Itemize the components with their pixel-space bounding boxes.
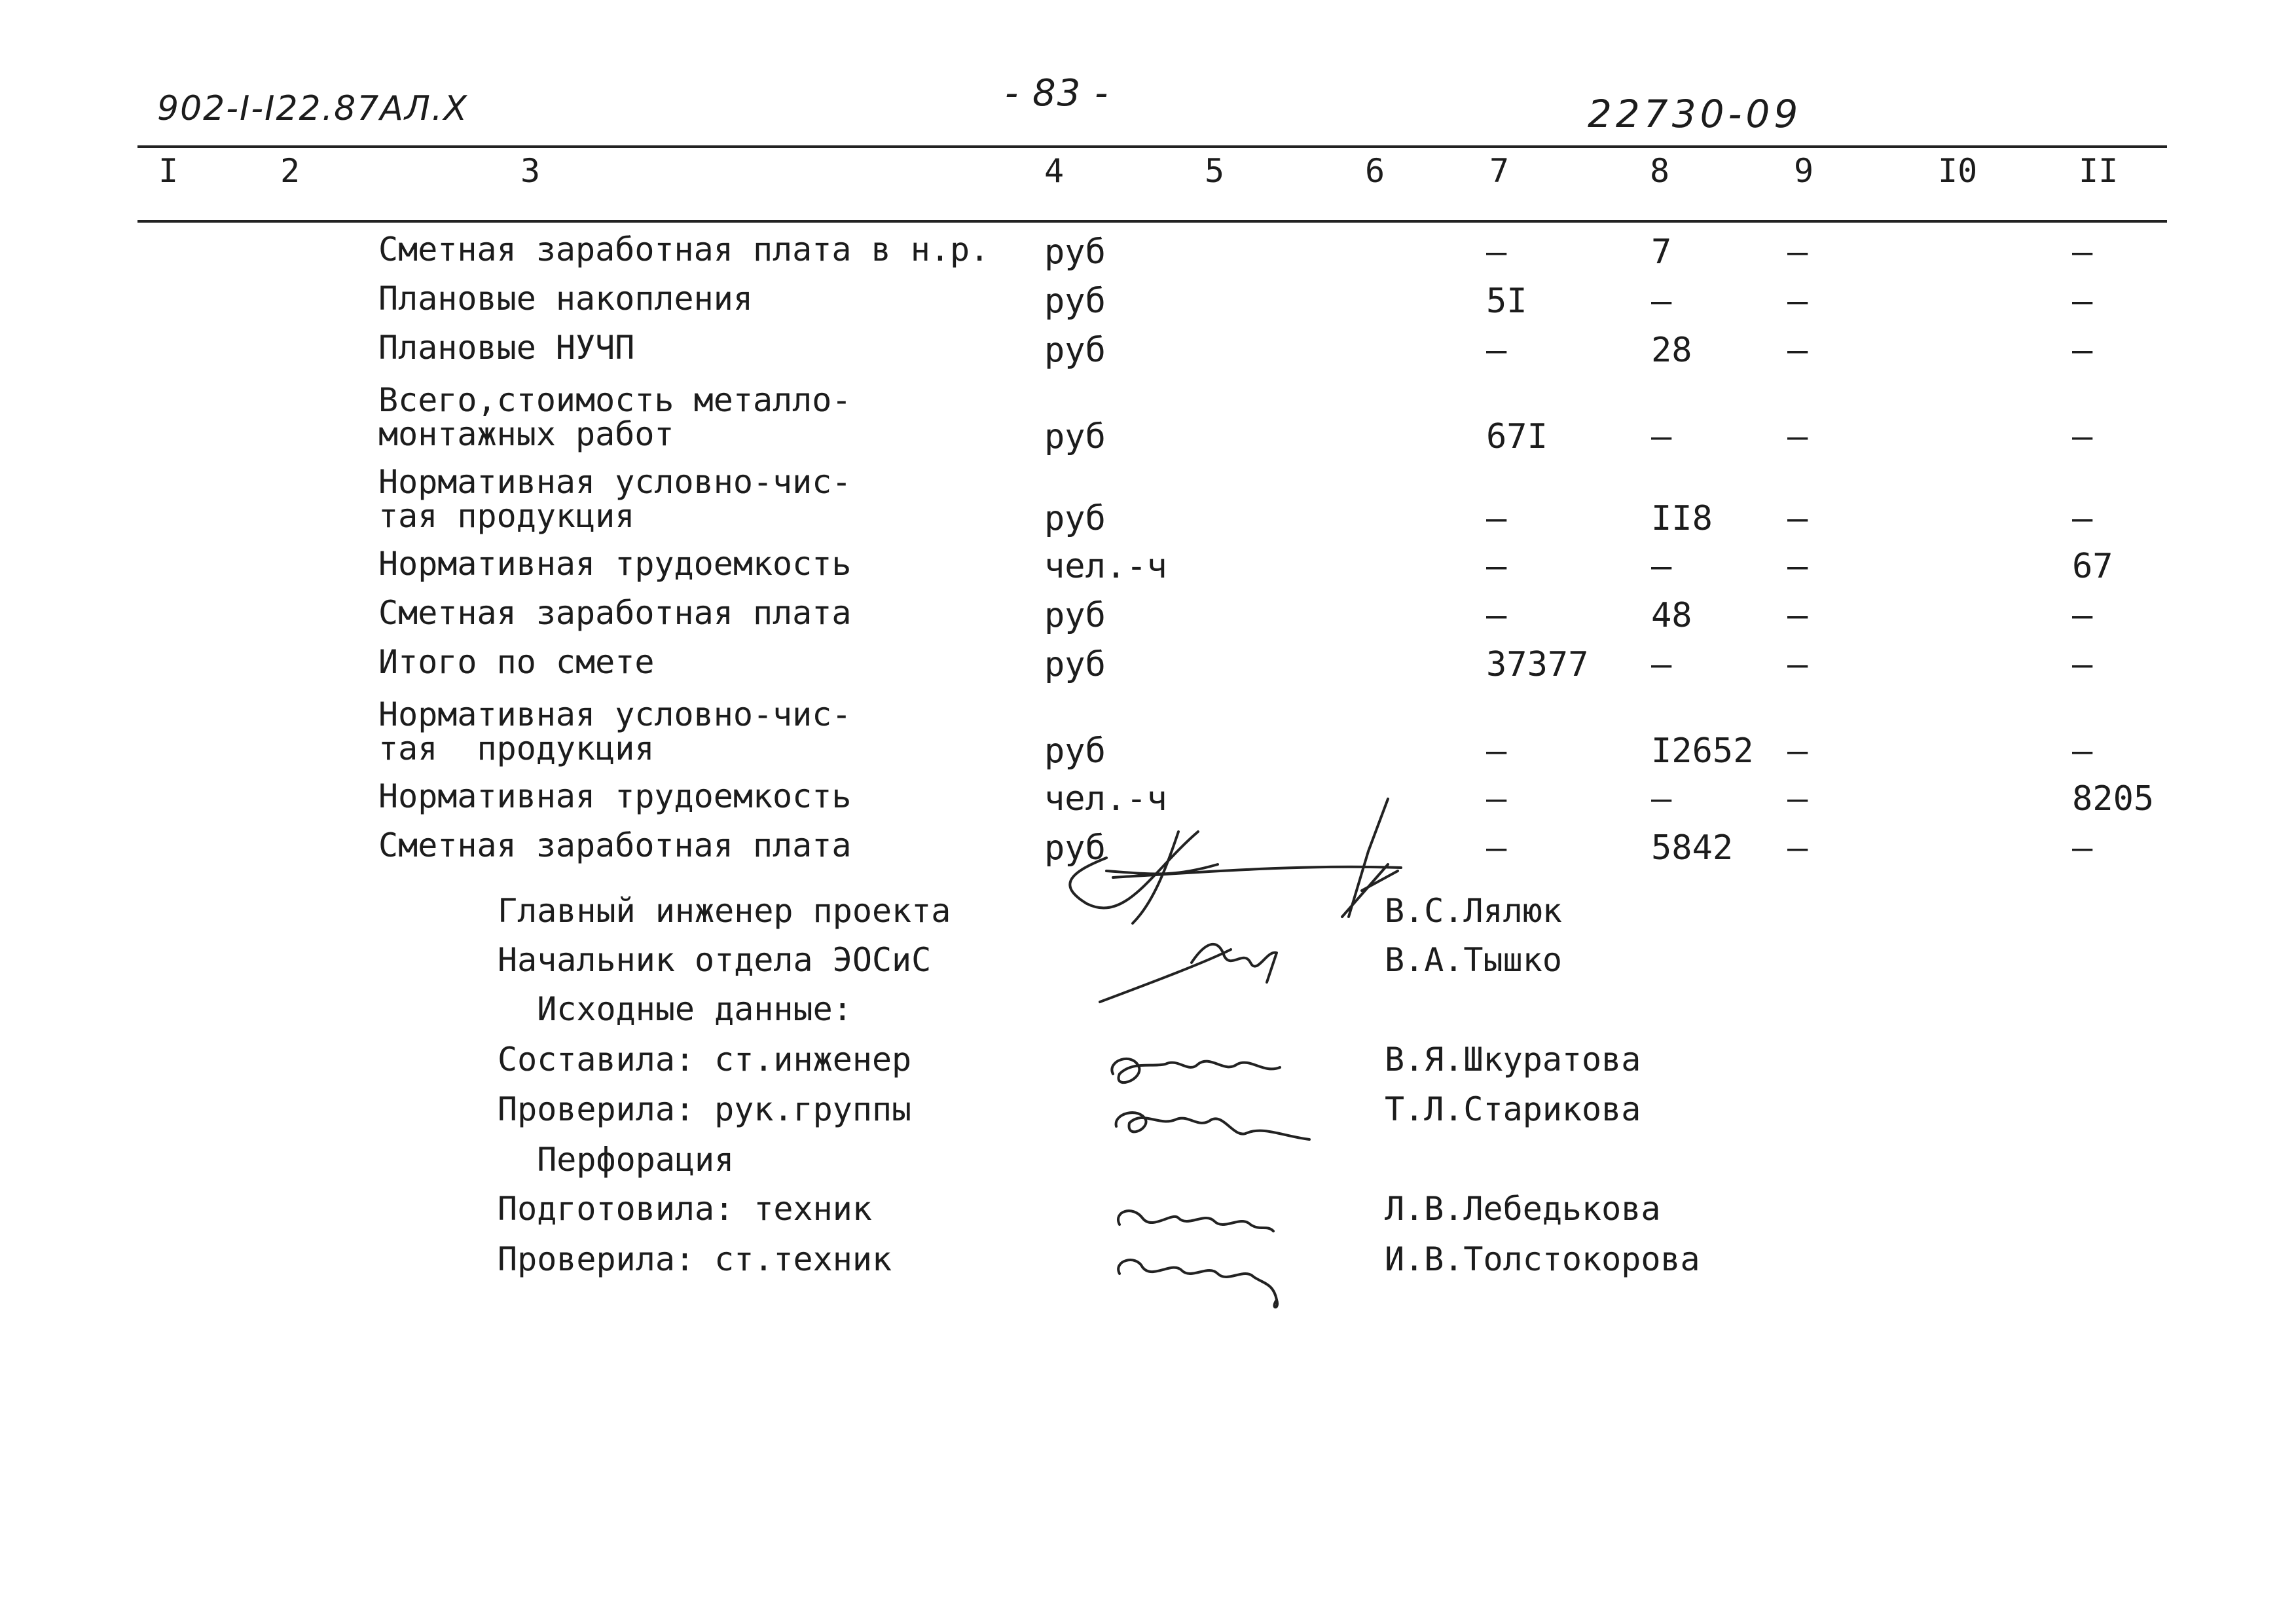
row-unit: руб (1044, 645, 1106, 684)
row-col9-value: – (1787, 232, 1808, 272)
row-col7-value: – (1486, 828, 1507, 868)
row-col8-value: 7 (1651, 232, 1672, 272)
row-description: Нормативная трудоемкость (378, 777, 852, 815)
row-description: Нормативная условно-чис- тая продукция (378, 695, 852, 767)
signature-role: Составила: ст.инженер (498, 1041, 912, 1079)
signatory-name: В.С.Лялюк (1385, 892, 1562, 930)
row-col11-value: – (2072, 499, 2093, 538)
row-col9-value: – (1787, 331, 1808, 370)
row-col9-value: – (1787, 547, 1808, 586)
signatory-name: В.Я.Шкуратова (1385, 1041, 1641, 1079)
row-description: Сметная заработная плата (378, 594, 852, 632)
row-col7-value: – (1486, 232, 1507, 272)
row-col7-value: 67I (1486, 417, 1548, 456)
row-description: Сметная заработная плата в н.р. (378, 231, 990, 268)
row-unit: руб (1044, 731, 1106, 771)
row-col7-value: – (1486, 331, 1507, 370)
signature-checked-group (1116, 1113, 1309, 1139)
column-number: 7 (1489, 152, 1510, 190)
row-unit: чел.-ч (1044, 779, 1167, 819)
row-col7-value: 37377 (1486, 645, 1589, 684)
signatory-name: И.В.Толстокорова (1385, 1240, 1700, 1278)
signature-role: Подготовила: техник (498, 1190, 872, 1228)
row-col11-value: – (2072, 331, 2093, 370)
column-number: 2 (280, 152, 301, 190)
row-col11-value: – (2072, 596, 2093, 635)
row-col9-value: – (1787, 596, 1808, 635)
document-code: 902-I-I22.87АЛ.X (157, 89, 469, 128)
signatory-name: Т.Л.Старикова (1385, 1090, 1641, 1128)
row-unit: руб (1044, 499, 1106, 538)
row-col9-value: – (1787, 645, 1808, 684)
row-col11-value: – (2072, 232, 2093, 272)
row-col9-value: – (1787, 731, 1808, 771)
signature-role: Проверила: рук.группы (498, 1090, 912, 1128)
row-col7-value: – (1486, 596, 1507, 635)
column-number: I0 (1938, 152, 1978, 190)
signature-role: Начальник отдела ЭОСиС (498, 941, 932, 979)
signature-role: Исходные данные: (498, 990, 852, 1028)
row-col11-value: – (2072, 645, 2093, 684)
row-col11-value: – (2072, 731, 2093, 771)
column-number: I (158, 152, 179, 190)
row-description: Плановые накопления (378, 280, 753, 318)
row-description: Сметная заработная плата (378, 826, 852, 864)
row-col8-value: – (1651, 779, 1672, 819)
row-unit: руб (1044, 282, 1106, 321)
column-number: 6 (1365, 152, 1385, 190)
column-number: 5 (1205, 152, 1225, 190)
signature-role: Проверила: ст.техник (498, 1240, 892, 1278)
signature-compiled (1112, 1059, 1280, 1082)
row-unit: руб (1044, 232, 1106, 272)
row-col9-value: – (1787, 779, 1808, 819)
row-col7-value: 5I (1486, 282, 1527, 321)
column-number: 8 (1650, 152, 1670, 190)
row-col8-value: – (1651, 547, 1672, 586)
column-number: 3 (520, 152, 541, 190)
row-unit: руб (1044, 417, 1106, 456)
signature-role: Главный инженер проекта (498, 892, 951, 930)
row-unit: чел.-ч (1044, 547, 1167, 586)
row-col7-value: – (1486, 731, 1507, 771)
signature-chief-engineer-stroke (1106, 864, 1388, 917)
row-col11-value: 67 (2072, 547, 2113, 586)
table-header-rule (137, 220, 2167, 223)
row-col8-value: 48 (1651, 596, 1692, 635)
row-description: Нормативная условно-чис- тая продукция (378, 463, 852, 535)
row-description: Всего,стоимость металло- монтажных работ (378, 381, 852, 453)
row-col11-value: 8205 (2072, 779, 2155, 819)
row-description: Нормативная трудоемкость (378, 545, 852, 583)
signatory-name: В.А.Тышко (1385, 941, 1562, 979)
row-description: Плановые НУЧП (378, 329, 635, 367)
signature-prepared-technician (1118, 1211, 1273, 1231)
signature-department-head (1100, 944, 1277, 1002)
row-col8-value: – (1651, 417, 1672, 456)
row-col9-value: – (1787, 828, 1808, 868)
row-col7-value: – (1486, 547, 1507, 586)
row-col11-value: – (2072, 282, 2093, 321)
row-col9-value: – (1787, 417, 1808, 456)
row-col8-value: 28 (1651, 331, 1692, 370)
row-col9-value: – (1787, 499, 1808, 538)
row-col8-value: 5842 (1651, 828, 1734, 868)
column-number: 9 (1794, 152, 1814, 190)
signature-checked-technician (1118, 1260, 1277, 1307)
signatory-name: Л.В.Лебедькова (1385, 1190, 1661, 1228)
row-unit: руб (1044, 331, 1106, 370)
inventory-number: 22730-09 (1588, 92, 1802, 136)
row-col11-value: – (2072, 828, 2093, 868)
table-top-rule (137, 145, 2167, 148)
row-unit: руб (1044, 596, 1106, 635)
column-number: 4 (1044, 152, 1065, 190)
page-number: - 83 - (1005, 72, 1110, 115)
row-col7-value: – (1486, 779, 1507, 819)
signature-role: Перфорация (498, 1141, 735, 1179)
row-unit: руб (1044, 828, 1106, 868)
column-number: II (2079, 152, 2119, 190)
row-col11-value: – (2072, 417, 2093, 456)
row-col7-value: – (1486, 499, 1507, 538)
row-col8-value: – (1651, 282, 1672, 321)
row-col8-value: I2652 (1651, 731, 1754, 771)
row-col8-value: – (1651, 645, 1672, 684)
row-col9-value: – (1787, 282, 1808, 321)
row-col8-value: II8 (1651, 499, 1713, 538)
row-description: Итого по смете (378, 643, 655, 681)
